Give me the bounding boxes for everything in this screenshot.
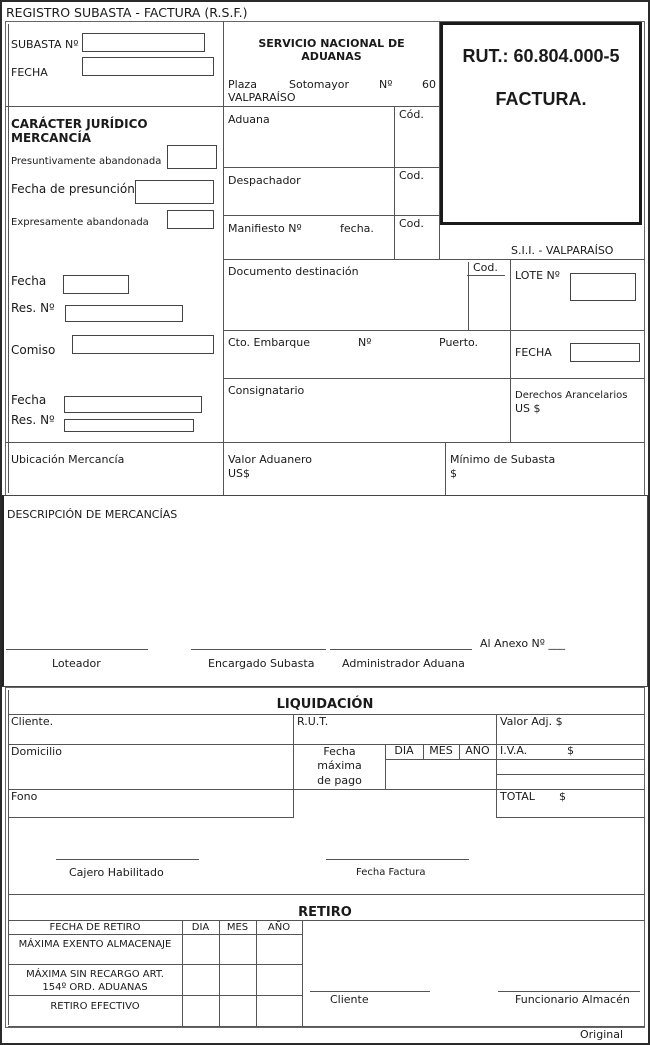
res2-label: Res. Nº: [11, 413, 55, 427]
retiro-row-label-cont: 154º ORD. ADUANAS: [42, 982, 148, 993]
cod-aduana-label: Cód.: [399, 108, 424, 121]
divider: [223, 378, 645, 379]
fecha-maxima-line1: Fecha: [323, 745, 356, 758]
divider: [496, 714, 497, 818]
copy-label: Original: [580, 1028, 624, 1041]
consignatario-label: Consignatario: [228, 384, 305, 397]
valor-adj-label: Valor Adj. $: [500, 715, 563, 728]
divider: [496, 817, 645, 818]
loteador-signature-line: [6, 649, 148, 650]
retiro-col-anio: AÑO: [267, 922, 291, 933]
cto-embarque-label: Cto. Embarque: [228, 336, 310, 349]
fecha-factura-label: Fecha Factura: [356, 867, 426, 878]
cajero-label: Cajero Habilitado: [69, 866, 164, 879]
comiso-field[interactable]: [72, 335, 214, 354]
subasta-number-field[interactable]: [82, 33, 205, 52]
divider: [302, 920, 303, 1026]
sii-label: S.I.I. - VALPARAÍSO: [511, 244, 614, 257]
subasta-label: SUBASTA Nº: [11, 38, 79, 51]
fono-label: Fono: [11, 790, 38, 803]
comiso-label: Comiso: [11, 343, 56, 357]
divider: [256, 920, 257, 1026]
lote-fecha-label: FECHA: [515, 346, 552, 359]
lote-field[interactable]: [570, 273, 636, 301]
funcionario-signature-line: [498, 991, 640, 992]
fecha-maxima-line2: máxima: [317, 759, 362, 772]
address-no: Nº: [379, 78, 393, 91]
divider: [8, 1026, 645, 1027]
divider: [468, 262, 469, 330]
liquidacion-title: LIQUIDACIÓN: [276, 697, 374, 712]
divider: [8, 817, 294, 818]
divider: [219, 920, 220, 1026]
retiro-col-dia: DIA: [191, 922, 210, 933]
divider: [510, 259, 511, 442]
divider: [8, 934, 302, 935]
cto-no-label: Nº: [358, 336, 372, 349]
address-num: 60: [422, 78, 436, 91]
divider: [182, 920, 183, 1026]
address-plaza: Plaza: [228, 78, 257, 91]
lote-fecha-field[interactable]: [570, 343, 640, 362]
expresamente-field[interactable]: [167, 210, 214, 229]
cod-despachador-label: Cod.: [399, 169, 424, 182]
divider: [394, 106, 395, 259]
retiro-cliente-signature-line: [310, 991, 430, 992]
divider: [8, 789, 645, 790]
divider: [8, 920, 645, 921]
cod-documento-label: Cod.: [473, 261, 498, 274]
encargado-signature-line: [191, 649, 326, 650]
retiro-row-label: MÁXIMA SIN RECARGO ART.: [26, 969, 164, 980]
res2-field[interactable]: [64, 419, 194, 432]
divider: [496, 774, 645, 775]
loteador-label: Loteador: [52, 657, 101, 670]
caracter-title-line2: MERCANCÍA: [11, 131, 92, 145]
manifiesto-label: Manifiesto Nº: [228, 222, 302, 235]
divider: [467, 275, 505, 276]
iva-currency: $: [567, 744, 574, 757]
total-currency: $: [559, 790, 566, 803]
divider: [8, 995, 302, 996]
document-type: FACTURA.: [495, 89, 587, 109]
ubicacion-label: Ubicación Mercancía: [11, 453, 125, 466]
address-city: VALPARAÍSO: [228, 91, 296, 104]
caracter-title-line1: CARÁCTER JURÍDICO: [11, 117, 148, 131]
minimo-subasta-currency: $: [450, 467, 457, 480]
cajero-signature-line: [56, 859, 199, 860]
address-street: Sotomayor: [289, 78, 349, 91]
manifiesto-fecha-label: fecha.: [340, 222, 374, 235]
rut-label: R.U.T.: [297, 715, 329, 728]
fecha-factura-line: [326, 859, 469, 860]
fecha-maxima-line3: de pago: [317, 774, 362, 787]
dia-header: DIA: [394, 744, 414, 757]
form-title: REGISTRO SUBASTA - FACTURA (R.S.F.): [6, 5, 248, 20]
fecha-presuncion-label: Fecha de presunción: [11, 182, 135, 196]
agency-name-line2: ADUANAS: [301, 50, 362, 63]
divider: [223, 167, 440, 168]
fecha2-label: Fecha: [11, 393, 47, 407]
derechos-currency: US $: [515, 402, 541, 415]
administrador-label: Administrador Aduana: [342, 657, 465, 670]
fecha-presuncion-field[interactable]: [135, 180, 214, 204]
inner-left-line: [8, 24, 9, 493]
expresamente-label: Expresamente abandonada: [11, 217, 149, 228]
aduana-label: Aduana: [228, 113, 270, 126]
iva-label: I.V.A.: [500, 744, 528, 757]
presuntivamente-label: Presuntivamente abandonada: [11, 156, 162, 167]
divider: [5, 106, 440, 107]
valor-aduanero-label: Valor Aduanero: [228, 453, 312, 466]
cod-manifiesto-label: Cod.: [399, 217, 424, 230]
valor-aduanero-currency: US$: [228, 467, 251, 480]
divider: [223, 330, 645, 331]
derechos-label: Derechos Arancelarios: [515, 390, 628, 401]
divider: [8, 964, 302, 965]
res1-field[interactable]: [65, 305, 183, 322]
fecha-label: FECHA: [11, 66, 48, 79]
cliente-label: Cliente.: [11, 715, 54, 728]
retiro-cliente-label: Cliente: [330, 993, 369, 1006]
despachador-label: Despachador: [228, 174, 301, 187]
rut-number: RUT.: 60.804.000-5: [462, 46, 620, 66]
fecha-field[interactable]: [82, 57, 214, 76]
divider: [223, 215, 440, 216]
retiro-col-mes: MES: [226, 922, 249, 933]
total-label: TOTAL: [500, 790, 535, 803]
fecha2-field[interactable]: [64, 396, 202, 413]
agency-name-line1: SERVICIO NACIONAL DE: [258, 37, 405, 50]
mes-header: MES: [429, 744, 453, 757]
administrador-signature-line: [330, 649, 472, 650]
funcionario-label: Funcionario Almacén: [515, 993, 630, 1006]
retiro-title: RETIRO: [298, 905, 352, 920]
fecha1-label: Fecha: [11, 274, 47, 288]
retiro-row-label: MÁXIMA EXENTO ALMACENAJE: [18, 939, 172, 950]
fecha1-field[interactable]: [63, 275, 129, 294]
retiro-col-fecha: FECHA DE RETIRO: [49, 922, 141, 933]
documento-destinacion-label: Documento destinación: [228, 265, 359, 278]
puerto-label: Puerto.: [439, 336, 479, 349]
descripcion-title: DESCRIPCIÓN DE MERCANCÍAS: [7, 508, 178, 521]
divider: [223, 259, 645, 260]
retiro-row-label: RETIRO EFECTIVO: [50, 1001, 140, 1012]
divider: [385, 759, 645, 760]
divider: [8, 894, 645, 895]
divider: [445, 442, 446, 496]
encargado-label: Encargado Subasta: [208, 657, 315, 670]
anio-header: AÑO: [465, 744, 490, 757]
anexo-label: Al Anexo Nº ___: [480, 637, 565, 650]
divider: [5, 442, 645, 443]
res1-label: Res. Nº: [11, 301, 55, 315]
presuntivamente-field[interactable]: [167, 145, 217, 169]
lote-label: LOTE Nº: [515, 269, 560, 282]
minimo-subasta-label: Mínimo de Subasta: [450, 453, 556, 466]
domicilio-label: Domicilio: [11, 745, 62, 758]
